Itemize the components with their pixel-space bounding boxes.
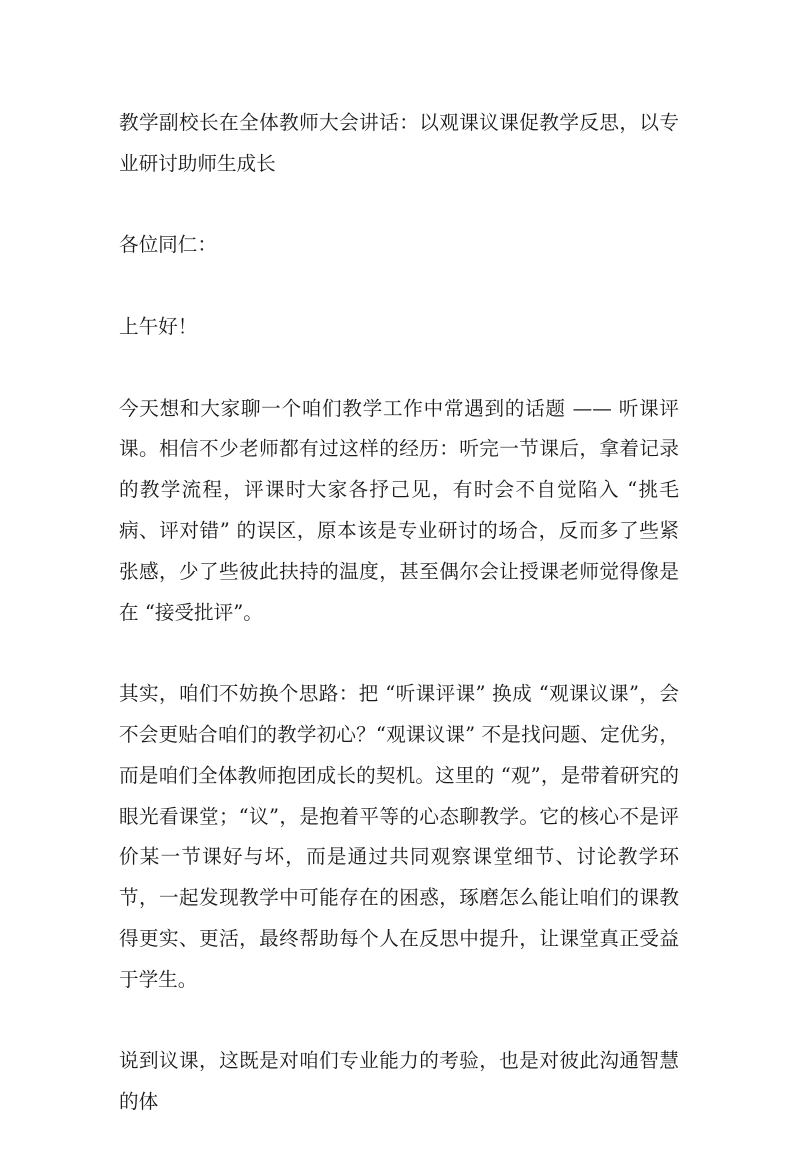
salutation: 各位同仁：: [119, 233, 217, 257]
paragraph-2: 其实，咱们不妨换个思路：把 “听课评课” 换成 “观课议课”，会不会更贴合咱们的教学初心？“观课议课” 不是找问题、定优劣，而是咱们全体教师抱团成长的契机。这里的 “观”，是带着研究的眼光看课堂；“议”，是抱着平等的心态聊教学。它的核心不是评价某一节课好与坏，而是通过共同观察课堂细节、讨论教学环节，一起发现教学中可能存在的困惑，琢磨怎么能让咱们的课教得更实、更活，最终帮助每个人在反思中提升，让课堂真正受益于学生。: [119, 682, 679, 991]
document-title: 教学副校长在全体教师大会讲话：以观课议课促教学反思，以专业研讨助师生成长: [119, 111, 679, 175]
document-page: [119, 103, 679, 1164]
paragraph-1: 今天想和大家聊一个咱们教学工作中常遇到的话题 —— 听课评课。相信不少老师都有过这样的经历：听完一节课后，拿着记录的教学流程，评课时大家各抒己见，有时会不自觉陷入 “挑毛病、评对错” 的误区，原本该是专业研讨的场合，反而多了些紧张感，少了些彼此扶持的温度，甚至偶尔会让授课老师觉得像是在 “接受批评”。: [119, 396, 679, 624]
greeting: 上午好！: [119, 314, 198, 338]
paragraph-3: 说到议课，这既是对咱们专业能力的考验，也是对彼此沟通智慧的体: [119, 1049, 679, 1114]
